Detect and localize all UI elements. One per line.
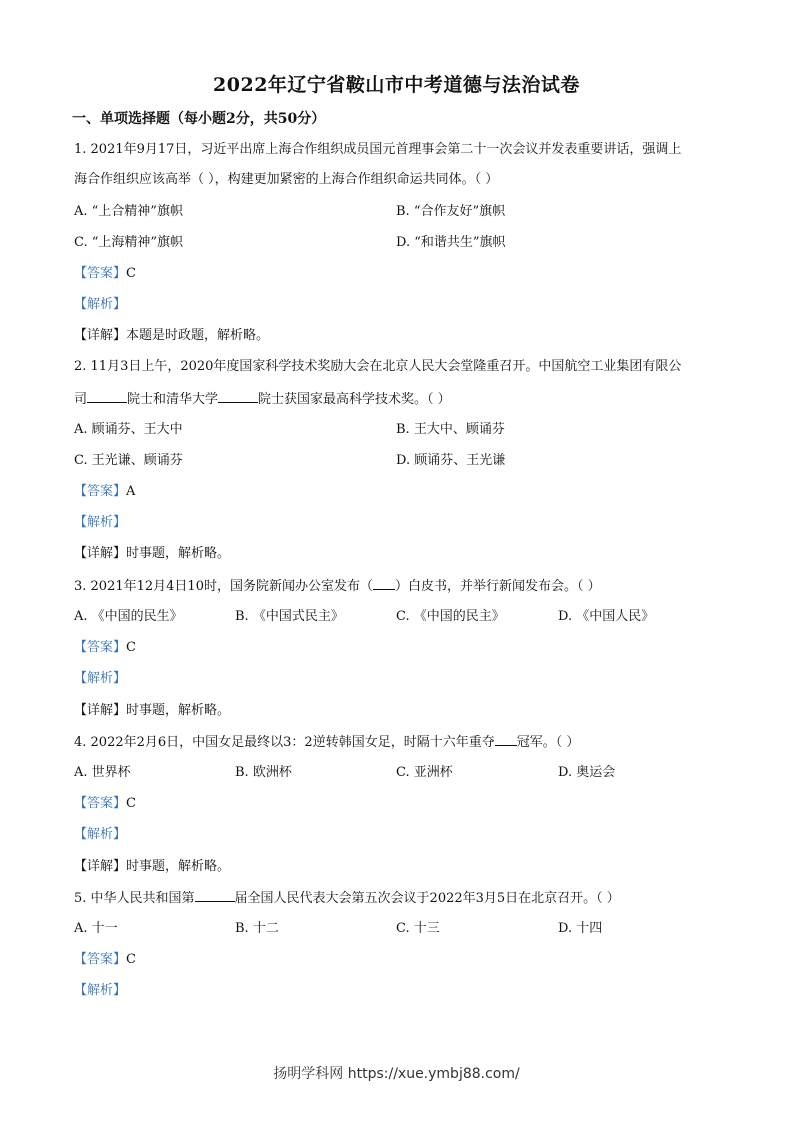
q4-option-d: D. 奥运会 xyxy=(558,765,616,780)
q3-option-c: C. 《中国的民主》 xyxy=(396,609,505,624)
q1-detail: 【详解】本题是时政题，解析略。 xyxy=(74,328,270,343)
answer-tag: 【答案】 xyxy=(74,796,127,811)
q5-stem-part1: 5. 中华人民共和国第 xyxy=(74,891,195,906)
q2-detail: 【详解】时事题，解析略。 xyxy=(74,546,231,561)
q3-option-b: B. 《中国式民主》 xyxy=(235,609,344,624)
q2-option-d: D. 顾诵芬、王光谦 xyxy=(396,453,506,468)
q1-option-b: B. “合作友好”旗帜 xyxy=(396,204,506,219)
q5-option-b: B. 十二 xyxy=(235,921,279,936)
q3-analysis-tag: 【解析】 xyxy=(74,671,127,686)
answer-value: C xyxy=(126,640,136,655)
q2-analysis-tag: 【解析】 xyxy=(74,515,127,530)
q2-answer xyxy=(74,483,135,501)
q1-option-d: D. “和谐共生”旗帜 xyxy=(396,235,506,250)
answer-value: C xyxy=(126,952,136,967)
q5-stem xyxy=(74,889,620,908)
q5-option-d: D. 十四 xyxy=(558,921,603,936)
q2-stem-part2: 院士和清华大学 xyxy=(127,392,219,407)
footer-watermark: 扬明学科网 https://xue.ymbj88.com/ xyxy=(273,1066,520,1082)
q4-stem-part1: 4. 2022年2月6日，中国女足最终以3：2逆转韩国女足，时隔十六年重夺 xyxy=(74,735,495,750)
q1-stem-line2: 海合作组织应该高举（ ），构建更加紧密的上海合作组织命运共同体。（ ） xyxy=(74,172,499,187)
q2-option-b: B. 王大中、顾诵芬 xyxy=(396,422,505,437)
q3-option-d: D. 《中国人民》 xyxy=(558,609,655,624)
q1-answer xyxy=(74,265,136,283)
q4-option-a: A. 世界杯 xyxy=(74,765,131,780)
answer-value: C xyxy=(126,266,136,281)
answer-tag: 【答案】 xyxy=(74,640,127,655)
q5-analysis-tag: 【解析】 xyxy=(74,983,127,998)
q4-option-b: B. 欧洲杯 xyxy=(235,765,292,780)
q5-stem-part2: 届全国人民代表大会第五次会议于2022年3月5日在北京召开。（ ） xyxy=(234,891,620,906)
answer-tag: 【答案】 xyxy=(74,266,127,281)
q4-analysis-tag: 【解析】 xyxy=(74,827,127,842)
answer-value: C xyxy=(126,796,136,811)
q2-option-c: C. 王光谦、顾诵芬 xyxy=(74,453,183,468)
q4-detail: 【详解】时事题，解析略。 xyxy=(74,859,231,874)
fill-blank xyxy=(373,577,395,590)
page-title: 2022年辽宁省鞍山市中考道德与法治试卷 xyxy=(213,74,580,96)
q1-analysis-tag: 【解析】 xyxy=(74,297,127,312)
q3-option-a: A. 《中国的民生》 xyxy=(74,609,183,624)
answer-tag: 【答案】 xyxy=(74,484,127,499)
q1-stem-line1: 1. 2021年9月17日，习近平出席上海合作组织成员国元首理事会第二十一次会议并发表重要讲话，强调上 xyxy=(74,142,682,157)
q3-answer xyxy=(74,639,136,657)
q2-stem-line2 xyxy=(74,390,451,409)
q4-option-c: C. 亚洲杯 xyxy=(396,765,453,780)
q5-answer xyxy=(74,951,136,969)
fill-blank xyxy=(495,733,517,746)
q2-option-a: A. 顾诵芬、王大中 xyxy=(74,422,183,437)
q2-stem-line1: 2. 11月3日上午，2020年度国家科学技术奖励大会在北京人民大会堂隆重召开。中国航空工业集团有限公 xyxy=(74,359,682,374)
q5-option-a: A. 十一 xyxy=(74,921,118,936)
fill-blank xyxy=(195,889,235,902)
q1-option-a: A. “上合精神”旗帜 xyxy=(74,204,183,219)
q4-stem xyxy=(74,733,579,752)
fill-blank xyxy=(218,390,258,403)
q3-stem xyxy=(74,577,601,596)
q4-stem-part2: 冠军。（ ） xyxy=(516,735,580,750)
q3-detail: 【详解】时事题，解析略。 xyxy=(74,703,231,718)
q1-option-c: C. “上海精神”旗帜 xyxy=(74,235,184,250)
q3-stem-part2: ）白皮书，并举行新闻发布会。（ ） xyxy=(394,579,601,594)
q2-stem-part3: 院士获国家最高科学技术奖。（ ） xyxy=(258,392,451,407)
fill-blank xyxy=(87,390,127,403)
q3-stem-part1: 3. 2021年12月4日10时，国务院新闻办公室发布（ xyxy=(74,579,373,594)
q5-option-c: C. 十三 xyxy=(396,921,440,936)
q4-answer xyxy=(74,795,136,813)
q2-stem-part1: 司 xyxy=(74,392,88,407)
answer-value: A xyxy=(126,484,136,499)
section-heading: 一、单项选择题（每小题2分，共50分） xyxy=(72,111,326,127)
answer-tag: 【答案】 xyxy=(74,952,127,967)
